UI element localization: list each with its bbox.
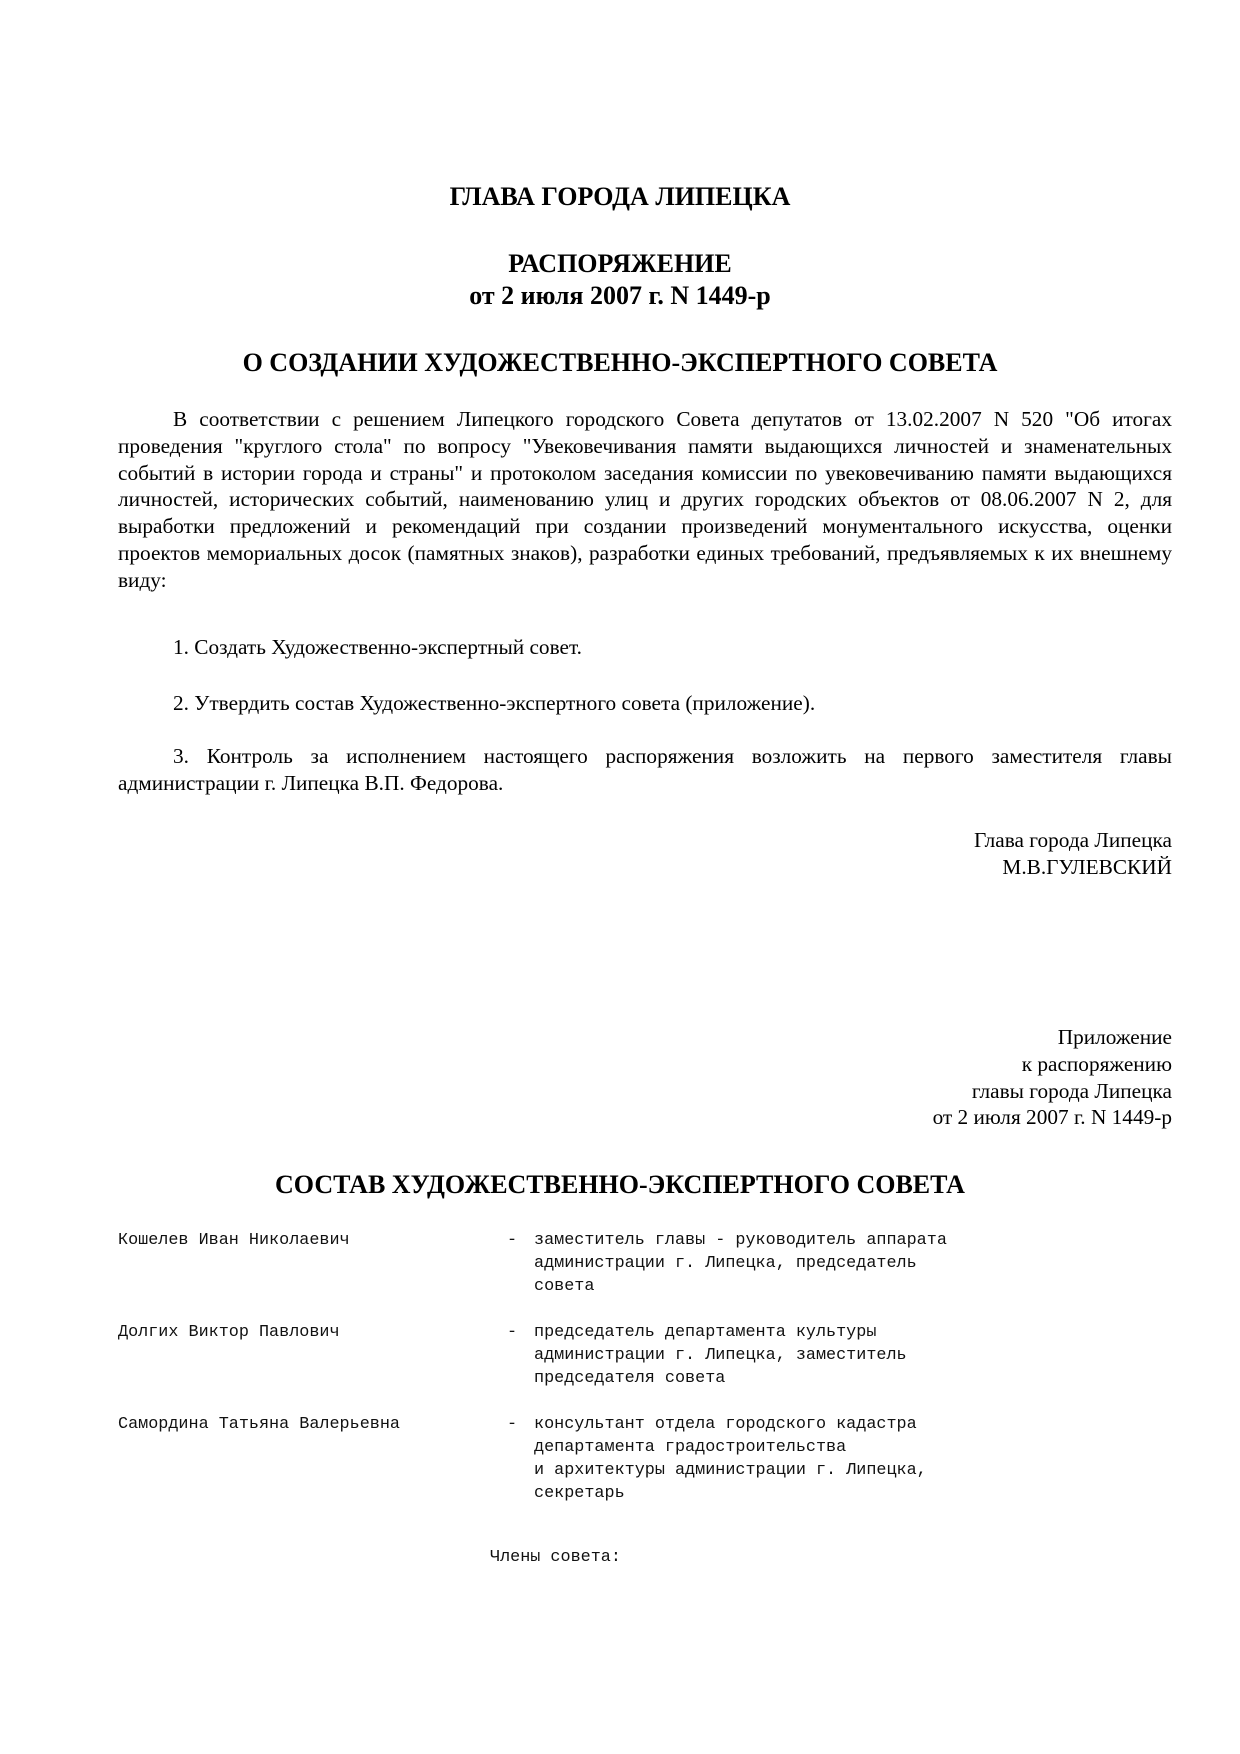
- signature-block: [974, 827, 1172, 881]
- order-item-1: 1. Создать Художественно-экспертный совет.: [173, 635, 582, 659]
- member-role-line: консультант отдела городского кадастра: [534, 1415, 917, 1434]
- list-item: [118, 1413, 1118, 1505]
- document-date-number: от 2 июля 2007 г. N 1449-р: [469, 281, 771, 310]
- member-role: [534, 1229, 1118, 1298]
- member-role-line: заместитель главы - руководитель аппарата: [534, 1231, 947, 1250]
- member-dash: -: [507, 1323, 518, 1342]
- preamble-paragraph: В соответствии с решением Липецкого городского Совета депутатов от 13.02.2007 N 520 "Об итогах проведения "круглого стола" по вопросу "Увековечивания памяти выдающихся личностей и знаменательных событий в истории города и страны" и протоколом заседания комиссии по увековечиванию памяти выдающихся личностей, исторических событий, наименованию улиц и других городских объектов от 08.06.2007 N 2, для выработки предложений и рекомендаций при создании произведений монументального искусства, оценки проектов мемориальных досок (памятных знаков), разработки единых требований, предъявляемых к их внешнему виду:: [118, 407, 1172, 592]
- list-item: [118, 1321, 1118, 1390]
- council-members-list: [118, 1229, 1118, 1528]
- member-role-line: секретарь: [534, 1484, 625, 1503]
- issuing-authority-heading: ГЛАВА ГОРОДА ЛИПЕЦКА: [449, 182, 791, 211]
- appendix-line: от 2 июля 2007 г. N 1449-р: [932, 1105, 1172, 1130]
- council-members-label: Члены совета:: [490, 1548, 621, 1567]
- order-item-3: 3. Контроль за исполнением настоящего распоряжения возложить на первого заместителя главы администрации г. Липецка В.П. Федорова.: [118, 744, 1172, 795]
- member-name: Самордина Татьяна Валерьевна: [118, 1415, 400, 1434]
- member-name: Кошелев Иван Николаевич: [118, 1231, 350, 1250]
- document-subject-heading: О СОЗДАНИИ ХУДОЖЕСТВЕННО-ЭКСПЕРТНОГО СОВЕТА: [242, 348, 998, 377]
- member-role-line: председатель департамента культуры: [534, 1323, 877, 1342]
- appendix-line: к распоряжению: [1021, 1051, 1172, 1076]
- signatory-position: Глава города Липецка: [973, 828, 1172, 852]
- member-dash: -: [507, 1415, 518, 1434]
- member-role-line: администрации г. Липецка, председатель: [534, 1254, 917, 1273]
- appendix-reference-block: [933, 1024, 1172, 1131]
- member-dash: -: [507, 1231, 518, 1250]
- member-role-line: председателя совета: [534, 1369, 726, 1388]
- member-role-line: администрации г. Липецка, заместитель: [534, 1346, 907, 1365]
- composition-heading: СОСТАВ ХУДОЖЕСТВЕННО-ЭКСПЕРТНОГО СОВЕТА: [275, 1170, 965, 1199]
- order-item-2: 2. Утвердить состав Художественно-экспертного совета (приложение).: [173, 691, 816, 715]
- member-role-line: совета: [534, 1277, 595, 1296]
- member-role: [534, 1321, 1118, 1390]
- member-role-line: и архитектуры администрации г. Липецка,: [534, 1461, 927, 1480]
- member-role: [534, 1413, 1118, 1505]
- document-type-heading: РАСПОРЯЖЕНИЕ: [508, 249, 732, 278]
- member-role-line: департамента градостроительства: [534, 1438, 847, 1457]
- signatory-name: М.В.ГУЛЕВСКИЙ: [1002, 854, 1172, 879]
- appendix-line: Приложение: [1057, 1025, 1172, 1049]
- list-item: [118, 1229, 1118, 1298]
- appendix-line: главы города Липецка: [971, 1078, 1172, 1103]
- member-name: Долгих Виктор Павлович: [118, 1323, 340, 1342]
